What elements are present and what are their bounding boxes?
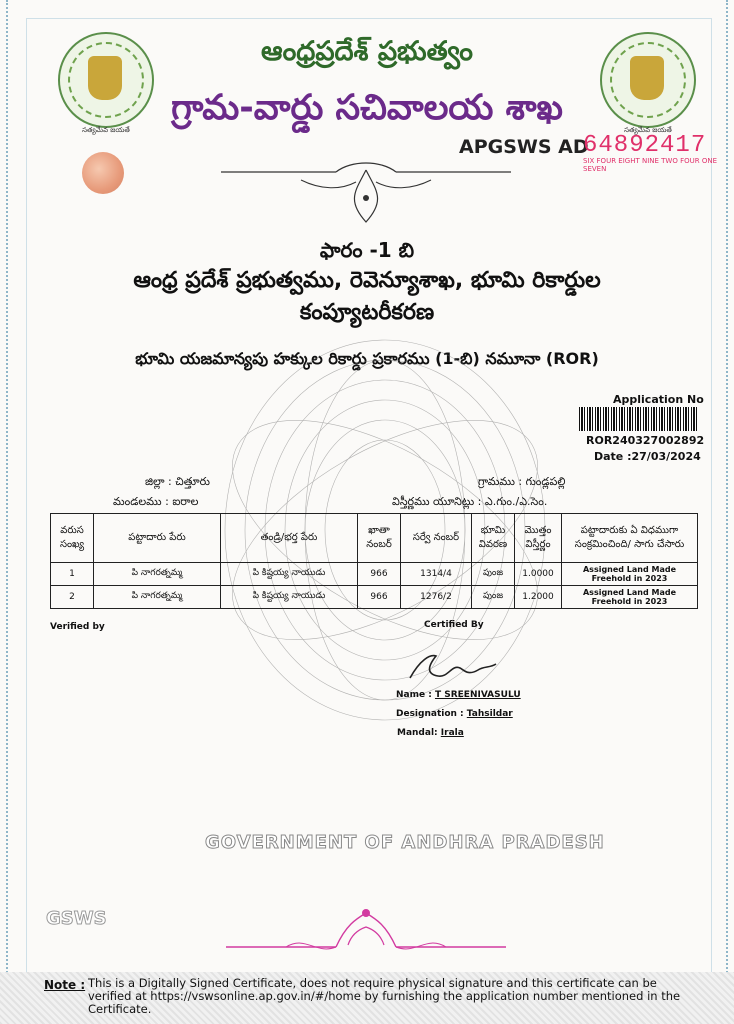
top-flourish-ornament — [216, 160, 516, 230]
col-land-description: భూమి వివరణ — [472, 514, 515, 563]
cell-acquisition: Assigned Land Made Freehold in 2023 — [562, 563, 698, 586]
table-row — [51, 563, 698, 586]
cell-survey: 1276/2 — [401, 586, 472, 609]
note-label: Note : — [44, 978, 86, 992]
form-heading-line2: కంప్యూటరీకరణ — [299, 300, 435, 325]
col-serial: వరుస సంఖ్య — [51, 514, 94, 563]
verified-by-label: Verified by — [50, 622, 105, 632]
form-heading-line1: ఆంధ్ర ప్రదేశ్ ప్రభుత్వము, రెవెన్యూశాఖ, భూమి రికార్డుల — [133, 268, 601, 293]
col-survey-number: సర్వే నంబర్ — [401, 514, 472, 563]
form-subheading: భూమి యజమాన్యపు హక్కుల రికార్డు ప్రకారము (1-బి) నమూనా (ROR) — [135, 349, 599, 368]
certified-by-label: Certified By — [424, 620, 484, 630]
cell-survey: 1314/4 — [401, 563, 472, 586]
district-value: చిత్తూరు — [175, 475, 210, 488]
unit-value: ఎ.గుం./ఎ.సెం. — [484, 495, 548, 508]
signatory-mandal-value: Irala — [440, 728, 464, 738]
table-row — [51, 586, 698, 609]
village-value: గుండ్లపల్లి — [525, 475, 566, 488]
col-total-extent: మొత్తం విస్తీర్ణం — [515, 514, 562, 563]
gsws-watermark: GSWS — [46, 908, 107, 929]
unit-label: విస్తీర్ణము యూనిట్లు : — [392, 495, 482, 508]
cell-father-name: పి కిష్టయ్య నాయుడు — [221, 586, 358, 609]
ad-number-words: SIX FOUR EIGHT NINE TWO FOUR ONE SEVEN — [583, 157, 717, 173]
designation-field — [396, 709, 513, 719]
cell-land-type: పుంజ — [472, 563, 515, 586]
village-label: గ్రామము : — [478, 475, 523, 488]
cell-extent: 1.2000 — [515, 586, 562, 609]
application-no-label: Application No — [613, 393, 704, 406]
emblem-caption: సత్యమేవ జయతే — [624, 126, 672, 134]
note-footer — [0, 972, 734, 1024]
cell-land-type: పుంజ — [472, 586, 515, 609]
cell-khata: 966 — [358, 563, 401, 586]
village-field — [478, 475, 565, 491]
ad-number: 64892417 — [583, 132, 707, 159]
cell-pattadar-name: పి నాగరత్నమ్మ — [94, 563, 221, 586]
bottom-flourish-ornament — [216, 905, 516, 965]
table-header-row — [51, 514, 698, 563]
cell-pattadar-name: పి నాగరత్నమ్మ — [94, 586, 221, 609]
emblem-caption: సత్యమేవ జయతే — [82, 126, 130, 134]
signatory-name-label: Name : — [396, 690, 432, 700]
cell-serial: 1 — [51, 563, 94, 586]
cell-extent: 1.0000 — [515, 563, 562, 586]
application-number: ROR240327002892 — [586, 434, 705, 447]
col-father-husband-name: తండ్రి/భర్త పేరు — [221, 514, 358, 563]
signatory-name: T SREENIVASULU — [434, 690, 521, 700]
ror-land-records-table — [50, 513, 698, 609]
mandal-field — [113, 495, 198, 511]
cell-khata: 966 — [358, 586, 401, 609]
hologram-seal — [82, 152, 124, 194]
form-number: ఫారం -1 బి — [319, 238, 415, 262]
designation-label: Designation : — [396, 709, 464, 719]
mandal-value: ఐరాల — [172, 495, 199, 508]
application-barcode — [579, 407, 697, 431]
mandal-label: మండలము : — [113, 495, 169, 508]
government-title: ఆంధ్రప్రదేశ్ ప్రభుత్వం — [261, 36, 473, 67]
note-text: This is a Digitally Signed Certificate, does not require physical signature and this certificate can be verified at https://vswsonline.ap.gov.in/#/home by furnishing the application number mentioned in the Certificate. — [88, 976, 681, 1016]
signatory-mandal-field — [397, 728, 464, 738]
department-title: గ్రామ-వార్డు సచివాలయ శాఖ — [171, 88, 563, 128]
government-watermark: GOVERNMENT OF ANDHRA PRADESH — [205, 832, 605, 853]
left-decorative-border — [6, 0, 26, 1024]
district-field — [145, 475, 210, 491]
cell-acquisition: Assigned Land Made Freehold in 2023 — [562, 586, 698, 609]
signatory-name-field — [396, 690, 521, 700]
designation-value: Tahsildar — [466, 709, 513, 719]
cell-father-name: పి కిష్టయ్య నాయుడు — [221, 563, 358, 586]
cell-serial: 2 — [51, 586, 94, 609]
col-khata-number: ఖాతా నంబర్ — [358, 514, 401, 563]
tahsildar-signature — [408, 650, 498, 684]
signatory-mandal-label: Mandal: — [397, 728, 438, 738]
application-date: Date :27/03/2024 — [594, 450, 701, 463]
unit-field — [392, 495, 547, 511]
col-acquisition-mode: పట్టాదారుకు ఏ విధముగా సంక్రమించింది/ సాగు చేసారు — [562, 514, 698, 563]
col-pattadar-name: పట్టాదారు పేరు — [94, 514, 221, 563]
ad-label: APGSWS AD — [459, 136, 589, 158]
district-label: జిల్లా : — [145, 475, 172, 488]
